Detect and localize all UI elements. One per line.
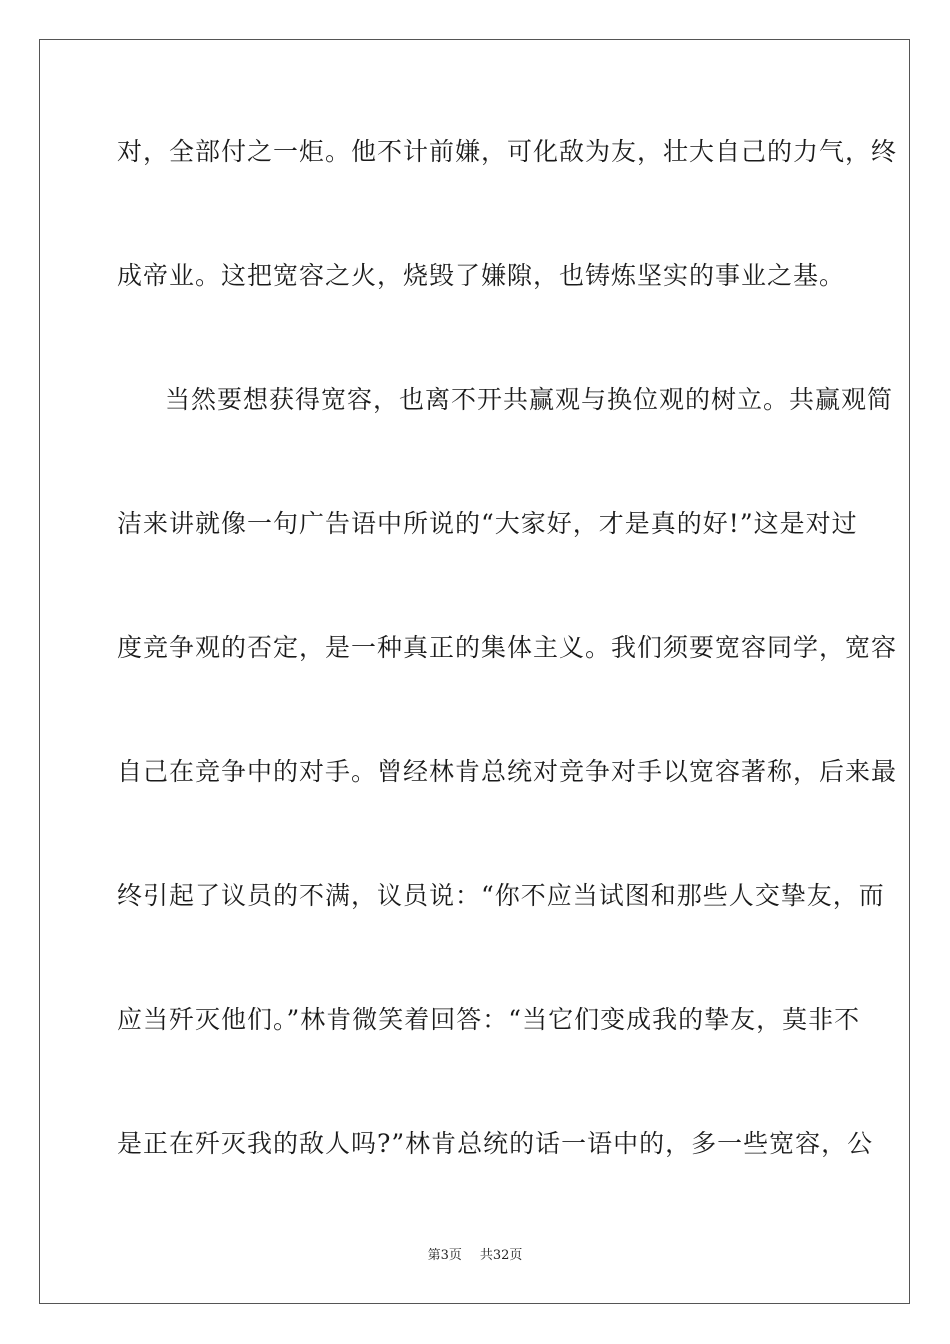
text-line: 度竞争观的否定，是一种真正的集体主义。我们须要宽容同学，宽容	[117, 633, 898, 662]
text-line: 对，全部付之一炬。他不计前嫌，可化敌为友，壮大自己的力气，终	[117, 137, 898, 166]
page-number: 第3页	[427, 1248, 462, 1263]
text-line: 成帝业。这把宽容之火，烧毁了嫌隙，也铸炼坚实的事业之基。	[117, 261, 846, 290]
page-border	[39, 39, 910, 1304]
text-line: 应当歼灭他们。”林肯微笑着回答：“当它们变成我的挚友，莫非不	[117, 1005, 861, 1034]
text-line: 是正在歼灭我的敌人吗?”林肯总统的话一语中的，多一些宽容，公	[117, 1129, 874, 1158]
page-footer	[0, 1248, 950, 1264]
paragraph-start-line: 当然要想获得宽容，也离不开共赢观与换位观的树立。共赢观简	[165, 385, 894, 414]
text-line: 终引起了议员的不满，议员说：“你不应当试图和那些人交挚友，而	[117, 881, 885, 910]
page-total: 共32页	[479, 1248, 523, 1263]
text-line: 自己在竞争中的对手。曾经林肯总统对竞争对手以宽容著称，后来最	[117, 757, 898, 786]
text-line: 洁来讲就像一句广告语中所说的“大家好，才是真的好!”这是对过	[117, 509, 858, 538]
